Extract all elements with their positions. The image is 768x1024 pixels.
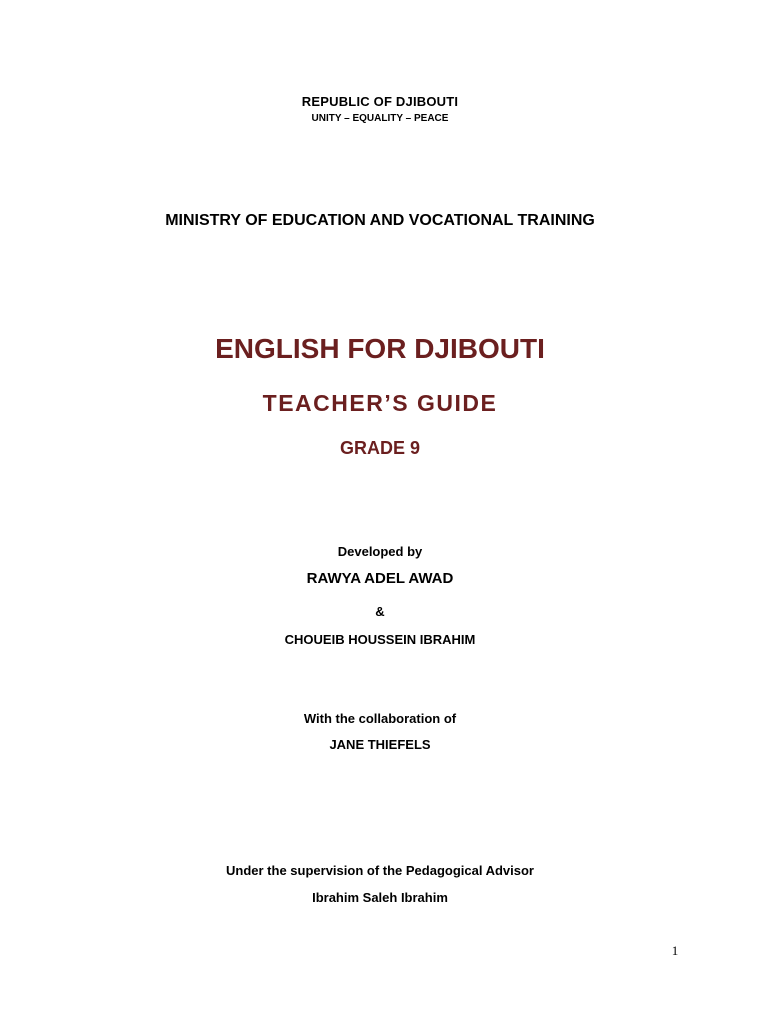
collaboration-label: With the collaboration of <box>303 711 457 726</box>
author-name-2: CHOUEIB HOUSSEIN IBRAHIM <box>284 632 476 647</box>
advisor-name: Ibrahim Saleh Ibrahim <box>312 890 448 905</box>
supervision-label: Under the supervision of the Pedagogical Advisor <box>226 863 534 878</box>
ministry-name: MINISTRY OF EDUCATION AND VOCATIONAL TRAINING <box>165 212 595 229</box>
document-title: ENGLISH FOR DJIBOUTI <box>215 333 545 364</box>
collaborator-name: JANE THIEFELS <box>329 737 431 752</box>
national-motto: UNITY – EQUALITY – PEACE <box>311 113 449 124</box>
page-number: 1 <box>671 943 679 958</box>
author-ampersand: & <box>375 604 385 619</box>
grade-level: GRADE 9 <box>339 438 420 458</box>
document-subtitle: TEACHER’S GUIDE <box>262 390 498 416</box>
author-name-1: RAWYA ADEL AWAD <box>306 570 454 587</box>
developed-by-label: Developed by <box>337 544 423 559</box>
country-name: REPUBLIC OF DJIBOUTI <box>301 94 459 109</box>
